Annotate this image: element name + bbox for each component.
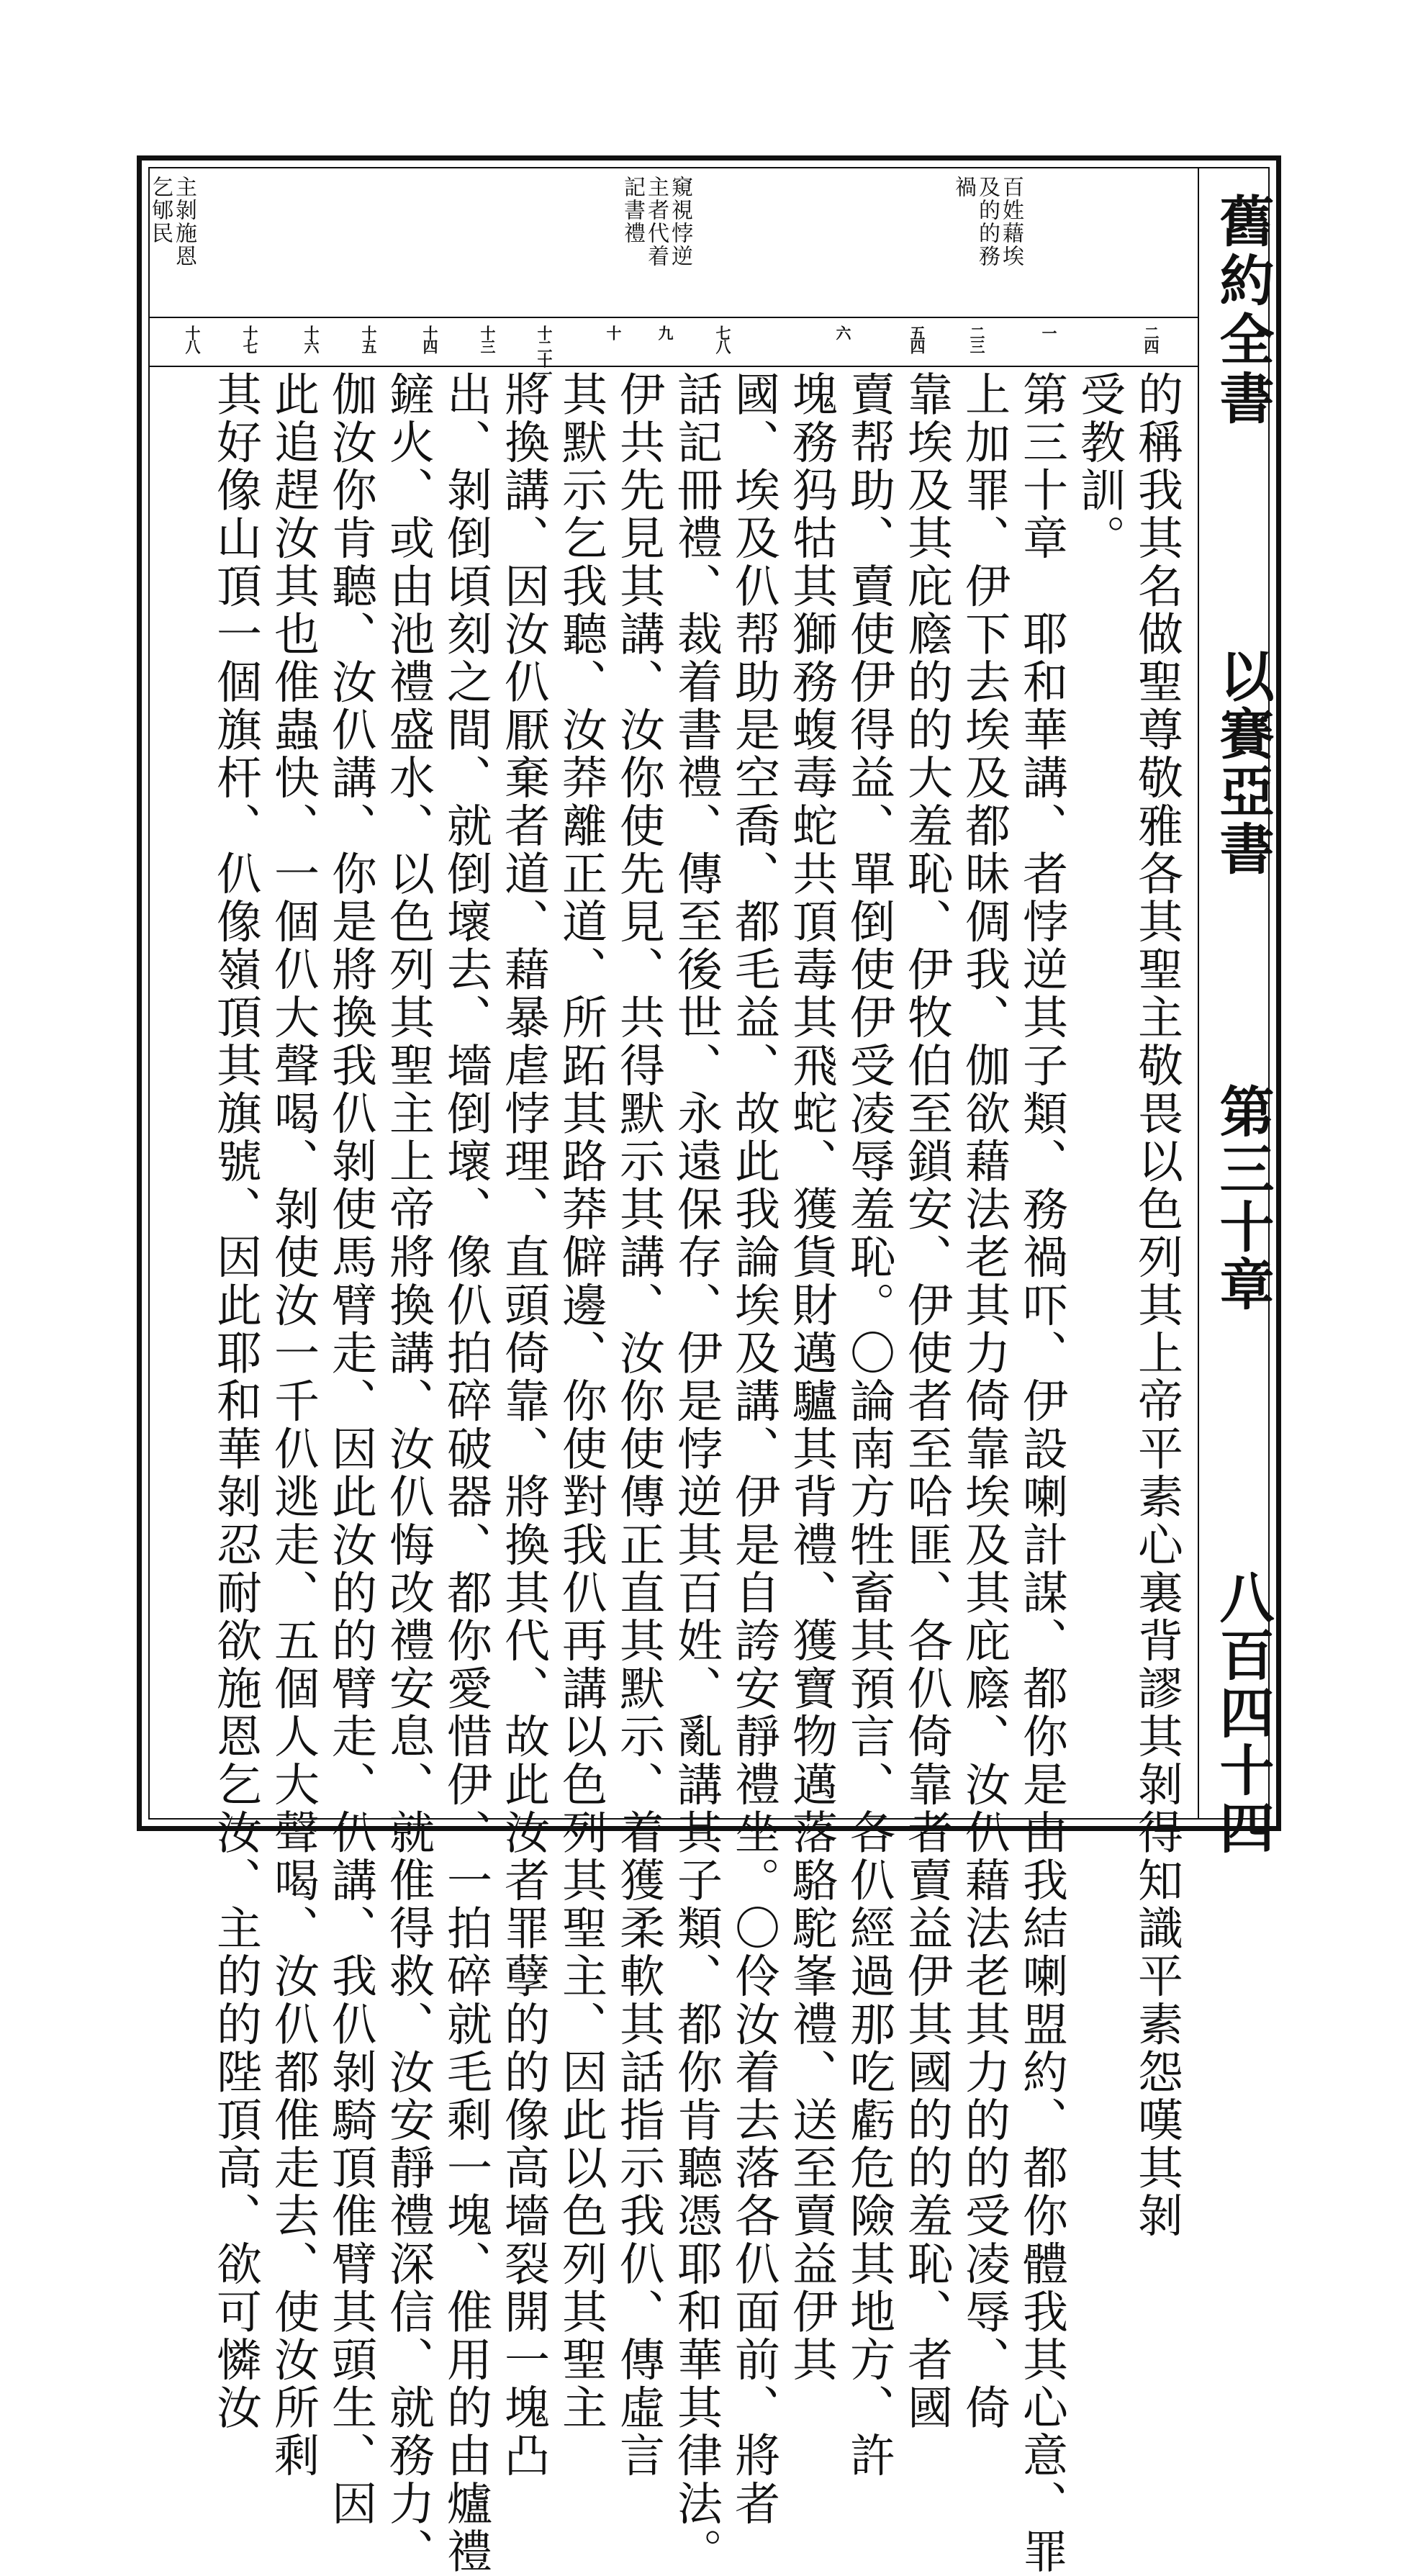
verse-marker: 二四: [1142, 325, 1160, 353]
verse-marker: 五四: [908, 325, 926, 353]
text-column: 伊共先見其講、汝你使先見、共得默示其講、汝你使傳正直其默示、着獲柔軟其話指示我仈、傳虛言: [613, 371, 665, 2480]
book-name: 以賽亞書: [1211, 648, 1275, 878]
text-column: 出、剝倒頃刻之間、就倒壞去、墻倒壞、像仈拍碎破器、都你愛惜伊、一拍碎就毛剩一塊、倠用的由爐禮: [440, 371, 492, 2576]
verse-marker: 十七: [241, 325, 259, 353]
verse-marker: 十三: [479, 325, 497, 353]
text-column: 國、埃及仈帮助是空喬、都毛益、故此我論埃及講、伊是自誇安靜禮坐。〇伶汝着去落各仈面前、將者: [728, 371, 780, 2528]
text-column: 此追趕汝其也倠蟲快、一個仈大聲喝、剝使汝一千仈逃走、五個人大聲喝、汝仈都倠走去、使汝所剩: [267, 371, 320, 2480]
text-column: 塊務犸牯其獅務蝮毒蛇共頂毒其飛蛇、獲貨財邁驢其背禮、獲寶物邁落駱駝峯禮、送至賣益伊其: [785, 371, 838, 2385]
text-column: 第三十章 耶和華講、者悖逆其子類、務禍吓、伊設喇計謀、都你是由我結喇盟約、都你體我其心意、罪: [1016, 371, 1068, 2576]
verse-marker: 七八: [714, 325, 732, 353]
text-column: 將換講、因汝仈厭棄者道、藉暴虐悖理、直頭倚靠、將換其代、故此汝者罪孽的的像高墻裂開一塊凸: [497, 371, 550, 2480]
chapter-title: 第三十章: [1211, 1083, 1275, 1314]
text-column: 話記冊禮、裁着書禮、傳至後世、永遠保存、伊是悖逆其百姓、亂講其子類、都你肯聽憑耶和華其律法。: [670, 371, 723, 2576]
verse-marker: 六: [834, 325, 852, 339]
margin-note: 窺視悖逆 主者代着 記書禮: [620, 176, 692, 268]
verse-marker: 九: [656, 325, 674, 339]
text-column: 靠埃及其庇廕的的大羞恥、伊牧伯至鎖安、伊使者至哈匪、各仈倚靠者賣益伊其國的的羞恥、者國: [900, 371, 953, 2432]
margin-note: 主剝施恩 乞郇民: [148, 176, 196, 268]
text-column: 其默示乞我聽、汝莽離正道、所跖其路莽僻邊、你使對我仈再講以色列其聖主、因此以色列其聖主: [555, 371, 607, 2432]
verse-marker: 二三: [968, 325, 986, 353]
verse-marker: 十八: [184, 325, 202, 353]
book-title: 舊約全書: [1211, 193, 1275, 429]
verse-marker: 十四: [421, 325, 439, 353]
verse-marker: 十五: [360, 325, 378, 353]
text-column: 上加罪、伊下去埃及都昧倜我、伽欲藉法老其力倚靠埃及其庇廕、汝仈藉法老其力的的受凌辱、倚: [958, 371, 1011, 2432]
text-column: 賣帮助、賣使伊得益、單倒使伊受凌辱羞恥。〇論南方牲畜其預言、各仈經過那吃虧危險其地方、許: [843, 371, 895, 2480]
margin-note: 百姓藉埃 及的的務 禍: [951, 176, 1023, 268]
verse-marker: 十六: [302, 325, 320, 353]
verse-marker: 十: [605, 325, 623, 339]
text-column: 受教訓。: [1073, 371, 1126, 563]
text-column: 的稱我其名做聖尊敬雅各其聖主敬畏以色列其上帝平素心裏背謬其剝得知識平素怨嘆其剝: [1131, 371, 1183, 2241]
text-column: 伽汝你肯聽、汝仈講、你是將換我仈剝使馬臂走、因此汝的的臂走、仈講、我仈剝騎頂倠臂其頭生、因: [325, 371, 377, 2528]
page-number: 八百四十四: [1211, 1569, 1275, 1857]
text-column: 鏟火、或由池禮盛水、以色列其聖主上帝將換講、汝仈悔改禮安息、就倠得救、汝安靜禮深信、就務力、: [382, 371, 435, 2576]
verse-marker: 十二十一: [536, 325, 553, 380]
verse-marker: 一: [1040, 325, 1058, 339]
text-column: 其好像山頂一個旗杆、仈像嶺頂其旗號、因此耶和華剝忍耐欲施恩乞汝、主的的陛頂高、欲可憐汝: [209, 371, 262, 2432]
